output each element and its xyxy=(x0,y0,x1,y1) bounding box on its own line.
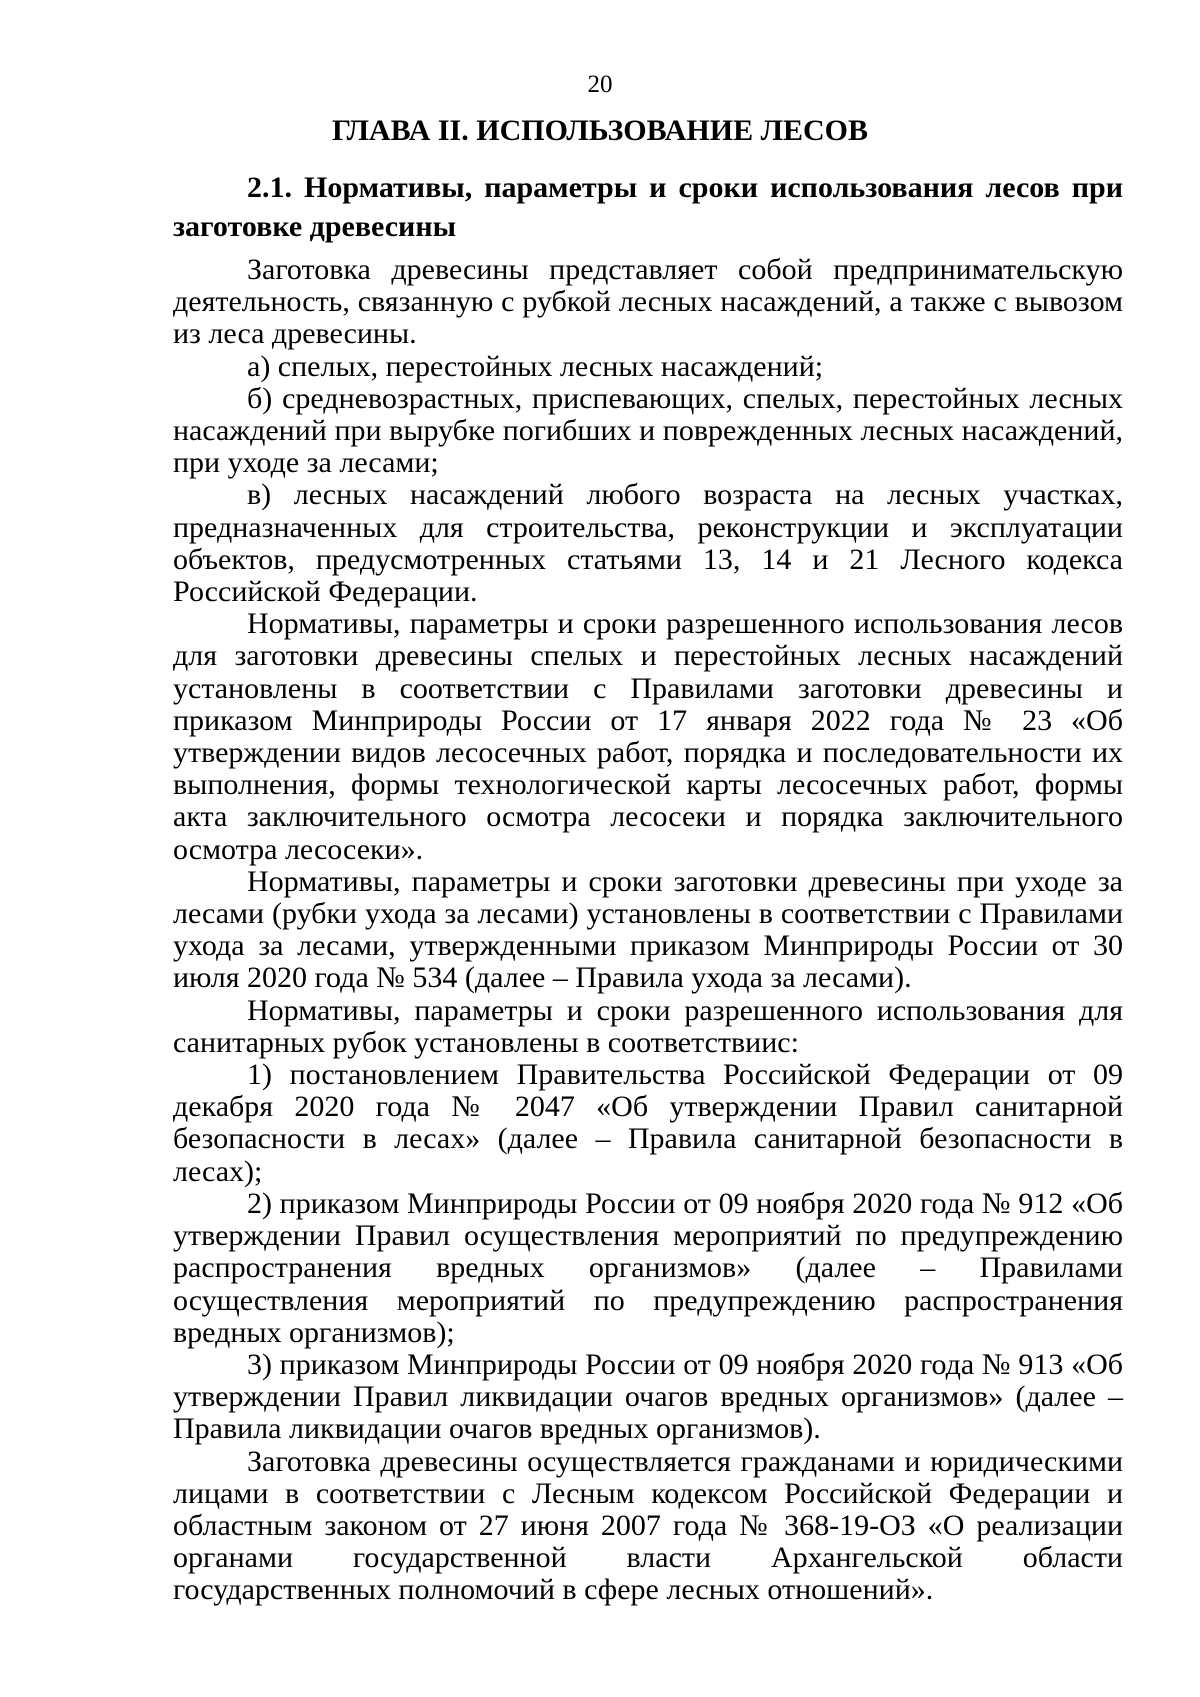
paragraph-intro: Заготовка древесины представляет собой предпринимательскую деятельность, связанную с рубкой лесных насаждений, а также с вывозом из леса древесины. xyxy=(173,253,1123,351)
paragraph-list-item-3: 3) приказом Минприроды России от 09 ноября 2020 года № 913 «Об утверждении Правил ликвидации очагов вредных организмов» (далее – Правила ликвидации очагов вредных организмов). xyxy=(173,1347,1123,1446)
paragraph-list-item-1: 1) постановлением Правительства Российской Федерации от 09 декабря 2020 года № 2047 «Об утверждении Правил санитарной безопасности в лесах» (далее – Правила санитарной безопасности в лесах); xyxy=(173,1058,1123,1188)
paragraph-item-a: а) спелых, перестойных лесных насаждений; xyxy=(247,349,824,383)
paragraph-item-v: в) лесных насаждений любого возраста на лесных участках, предназначенных для строительства, реконструкции и эксплуатации объектов, предусмотренных статьями 13, 14 и 21 Лесного кодекса Российской Федерации. xyxy=(173,478,1123,609)
paragraph-mature-norms: Нормативы, параметры и сроки разрешенного использования лесов для заготовки древесины спелых и перестойных лесных насаждений установлены в соответствии с Правилами заготовки древесины и приказом Минприроды России от 17 января 2022 года № 23 «Об утверждении видов лесосечных работ, порядка и последовательности их выполнения, формы технологической карты лесосечных работ, формы акта заключительного осмотра лесосеки и порядка заключительного осмотра лесосеки». xyxy=(173,607,1123,866)
paragraph-list-item-2: 2) приказом Минприроды России от 09 ноября 2020 года № 912 «Об утверждении Правил осуществления мероприятий по предупреждению распространения вредных организмов» (далее – Правилами осуществления мероприятий по предупреждению распространения вредных организмов); xyxy=(173,1186,1123,1349)
chapter-title: ГЛАВА II. ИСПОЛЬЗОВАНИЕ ЛЕСОВ xyxy=(332,114,868,147)
paragraph-harvesting-law: Заготовка древесины осуществляется гражданами и юридическими лицами в соответствии с Лесным кодексом Российской Федерации и областным законом от 27 июня 2007 года № 368-19-ОЗ «О реализации органами государственной власти Архангельской области государственных полномочий в сфере лесных отношений». xyxy=(173,1444,1123,1607)
paragraph-sanitary-norms: Нормативы, параметры и сроки разрешенного использования для санитарных рубок установлены в соответствиис: xyxy=(173,993,1123,1059)
body-text xyxy=(173,254,1123,1607)
paragraph-care-norms: Нормативы, параметры и сроки заготовки древесины при уходе за лесами (рубки ухода за лесами) установлены в соответствии с Правилами ухода за лесами, утвержденными приказом Минприроды России от 30 июля 2020 года № 534 (далее – Правила ухода за лесами). xyxy=(173,864,1123,995)
section-title: 2.1. Нормативы, параметры и сроки использования лесов при заготовке древесины xyxy=(173,171,1123,243)
page-number: 20 xyxy=(587,71,613,98)
paragraph-item-b: б) средневозрастных, приспевающих, спелых, перестойных лесных насаждений при вырубке погибших и поврежденных лесных насаждений, при уходе за лесами; xyxy=(173,381,1123,480)
